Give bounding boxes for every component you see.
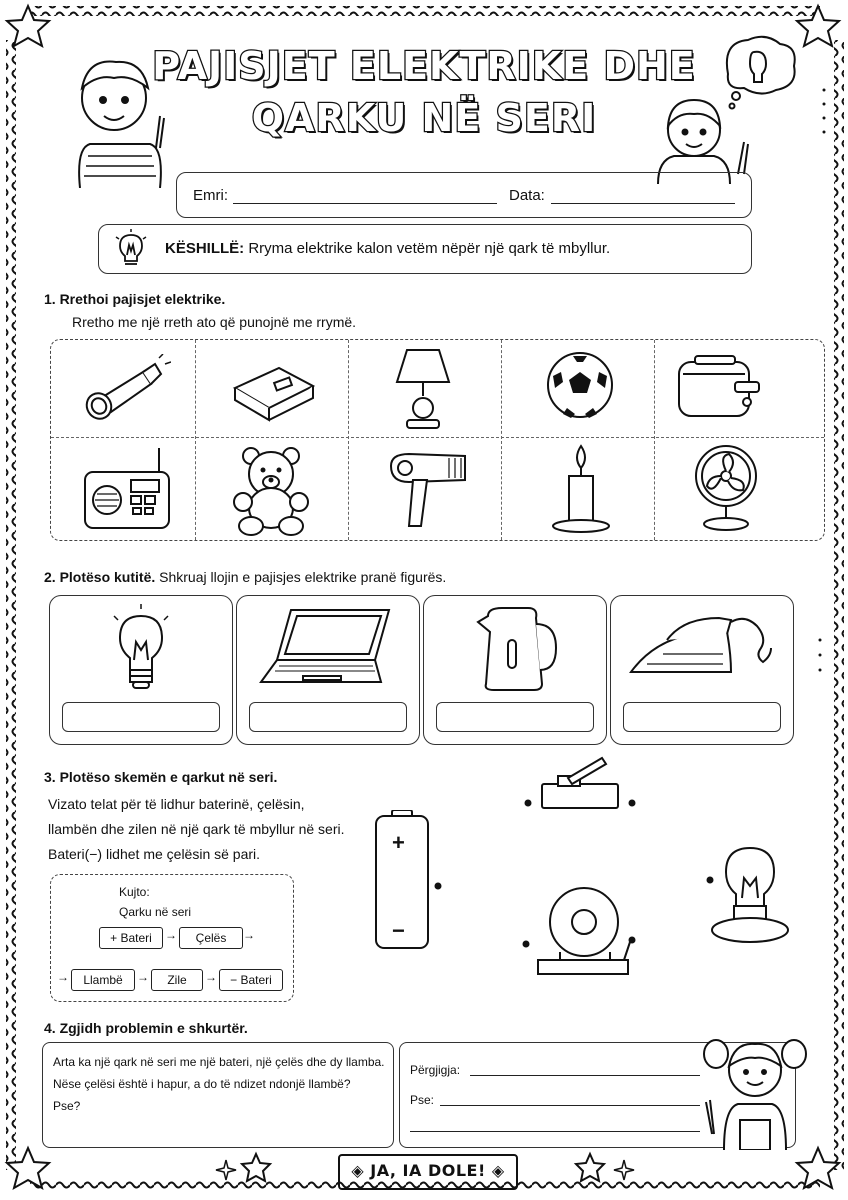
teddy-bear-icon[interactable] [231, 446, 311, 536]
tip-text: Rryma elektrike kalon vetëm nëpër një qark të mbyllur. [248, 240, 611, 257]
legend-switch: Çelës [179, 927, 243, 949]
legend-battery-plus: + Bateri [99, 927, 163, 949]
diamond-icon: ◈ [351, 1161, 365, 1180]
candle-icon[interactable] [551, 442, 611, 534]
q2-card-iron [610, 595, 794, 745]
tip-box [98, 224, 752, 274]
why-label: Pse: [410, 1093, 435, 1107]
tip-label: KËSHILLË: [165, 240, 245, 257]
q2-answer-box-4[interactable] [623, 702, 781, 732]
legend-title: Kujto: [119, 885, 150, 899]
battery-plus-sign: + [392, 830, 405, 855]
soccer-ball-icon[interactable] [545, 350, 615, 420]
battery-minus-sign: − [392, 918, 405, 943]
toaster-icon[interactable] [673, 350, 765, 422]
q4-problem-line-3: Pse? [53, 1099, 81, 1113]
name-label: Emri: [193, 187, 228, 204]
answer-input-line[interactable] [470, 1075, 700, 1076]
footer-text: JA, IA DOLE! [370, 1161, 486, 1180]
legend-subtitle: Qarku në seri [119, 905, 192, 919]
q2-title: 2. Plotëso kutitë. [44, 569, 156, 585]
why-input-line-1[interactable] [440, 1105, 700, 1106]
flashlight-icon[interactable] [81, 354, 171, 424]
name-date-box [176, 172, 752, 218]
q1-title: 1. Rrethoi pajisjet elektrike. [44, 291, 226, 307]
q2-answer-box-2[interactable] [249, 702, 407, 732]
diamond-icon: ◈ [491, 1161, 505, 1180]
q3-line-2: llambën dhe zilen në një qark të mbyllur në seri. [48, 821, 345, 837]
light-bulb-icon [106, 604, 176, 694]
legend-bell: Zile [151, 969, 203, 991]
footer-badge [338, 1154, 518, 1190]
battery-icon [370, 810, 450, 950]
boy-illustration [60, 48, 180, 188]
sparkle-icon [612, 1158, 636, 1182]
q3-line-1: Vizato telat për të lidhur baterinë, çelësin, [48, 796, 305, 812]
q3-legend-box [50, 874, 294, 1002]
legend-battery-minus: − Bateri [219, 969, 283, 991]
bell-icon [520, 886, 650, 978]
page-title-line2: QARKU NË SERI [251, 96, 597, 140]
page-title-line1: PAJISJET ELEKTRIKE DHE [152, 44, 696, 88]
q1-instruction: Rretho me një rreth ato që punojnë me rrymë. [72, 314, 357, 330]
q2-answer-box-1[interactable] [62, 702, 220, 732]
answer-label: Përgjigja: [410, 1063, 461, 1077]
q4-problem-line-1: Arta ka një qark në seri me një bateri, një çelës dhe dy llamba. [53, 1055, 385, 1069]
q4-title: 4. Zgjidh problemin e shkurtër. [44, 1020, 248, 1036]
kettle-icon [472, 604, 562, 696]
fan-icon[interactable] [691, 444, 761, 532]
arrow-right-icon: → [57, 970, 69, 984]
lamp-icon[interactable] [393, 346, 453, 432]
q3-title: 3. Plotëso skemën e qarkut në seri. [44, 769, 278, 785]
arrow-right-icon: → [243, 928, 255, 942]
hair-dryer-icon[interactable] [385, 450, 475, 530]
bulb-socket-icon [700, 844, 790, 950]
book-icon[interactable] [229, 358, 319, 424]
girl-illustration [648, 34, 798, 184]
date-label: Data: [509, 187, 545, 204]
iron-icon [627, 610, 777, 686]
light-bulb-icon [113, 229, 149, 269]
q4-problem-line-2: Nëse çelësi është i hapur, a do të ndizet ndonjë llambë? [53, 1077, 351, 1091]
girl-pigtails-illustration [700, 1034, 810, 1150]
q2-instruction: Shkruaj llojin e pajisjes elektrike pranë figurës. [159, 569, 447, 585]
q2-answer-box-3[interactable] [436, 702, 594, 732]
q4-problem-box [42, 1042, 394, 1148]
q3-line-3: Bateri(−) lidhet me çelësin së pari. [48, 846, 261, 862]
switch-icon [520, 756, 640, 816]
q1-device-grid [50, 339, 825, 541]
q2-card-laptop [236, 595, 420, 745]
name-input-line[interactable] [233, 203, 497, 204]
legend-bulb: Llambë [71, 969, 135, 991]
q2-card-bulb [49, 595, 233, 745]
radio-icon[interactable] [81, 446, 173, 532]
q2-card-kettle [423, 595, 607, 745]
sparkle-icon [214, 1158, 238, 1182]
arrow-right-icon: → [137, 970, 149, 984]
arrow-right-icon: → [165, 928, 177, 942]
laptop-icon [257, 604, 397, 696]
why-input-line-2[interactable] [410, 1131, 700, 1132]
date-input-line[interactable] [551, 203, 735, 204]
arrow-right-icon: → [205, 970, 217, 984]
